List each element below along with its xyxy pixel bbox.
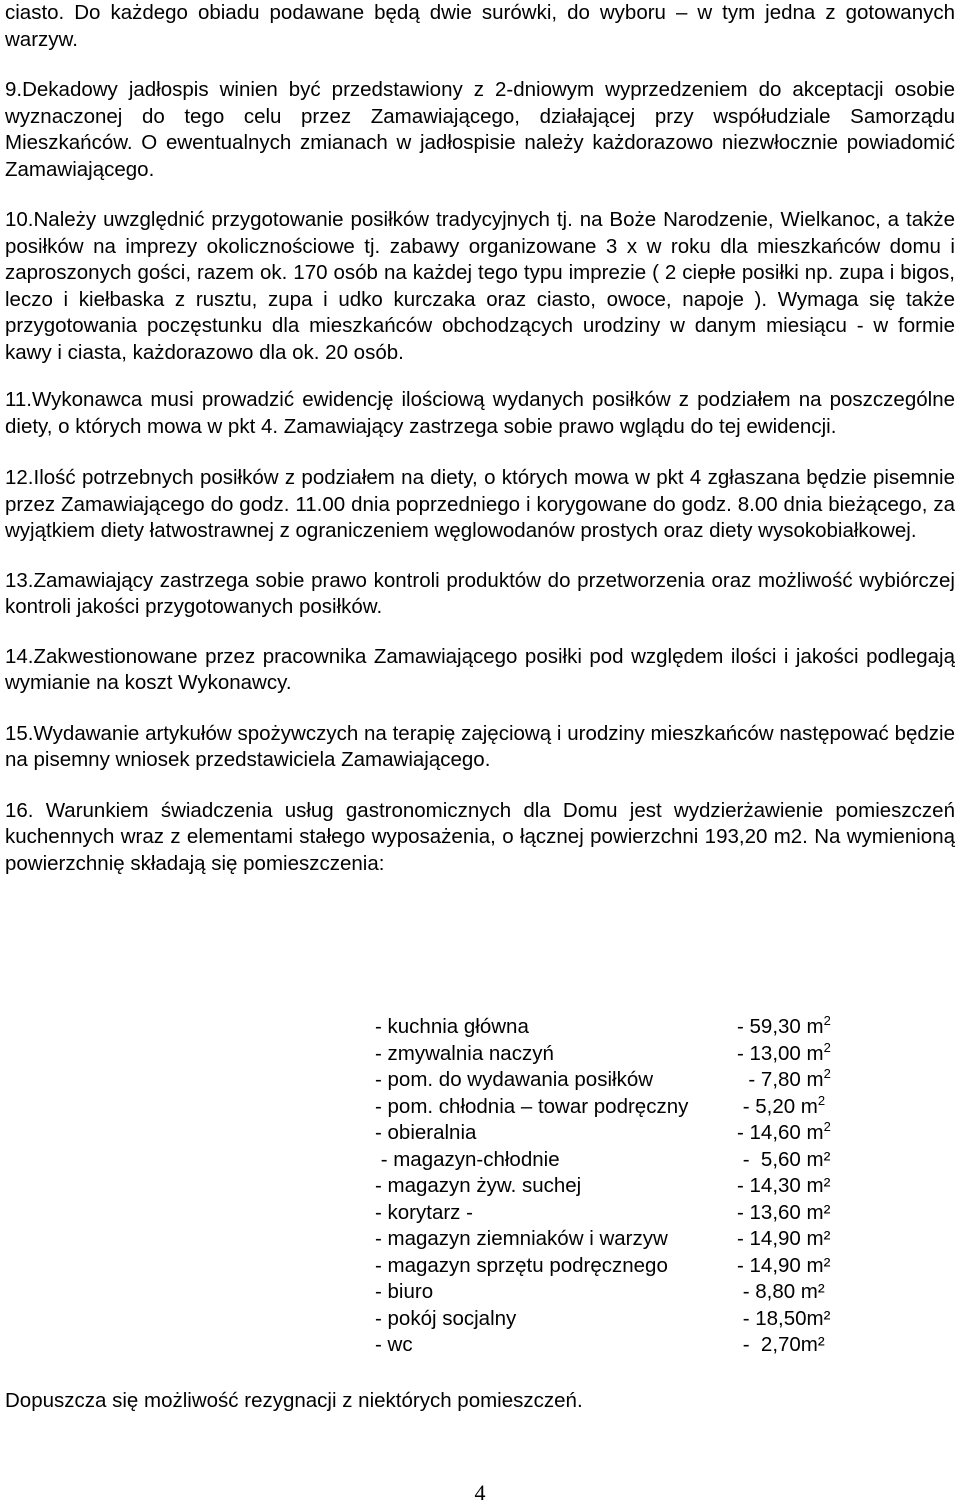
room-area: [737, 1094, 825, 1121]
room-area: [737, 1253, 830, 1280]
paragraph-9: 9.Dekadowy jadłospis winien być przedstawiony z 2-dniowym wyprzedzeniem do akceptacji osobie wyznaczonej do tego celu przez Zamawiającego, działającej przy współudziale Samorządu Mieszkańców. O ewentualnych zmianach w jadłospisie należy każdorazowo niezwłocznie powiadomić Zamawiającego.: [5, 78, 955, 181]
paragraph-12: 12.Ilość potrzebnych posiłków z podziałem na diety, o których mowa w pkt 4 zgłaszana będzie pisemnie przez Zamawiającego do godz. 11.00 dnia poprzedniego i korygowane do godz. 8.00 dnia bieżącego, za wyjątkiem diety łatwostrawnej z ograniczeniem węglowodanów prostych oraz diety wysokobiałkowej.: [5, 466, 955, 542]
room-name: - magazyn żyw. suchej: [375, 1174, 582, 1197]
room-area-value: - 5,20 m: [737, 1094, 818, 1118]
room-name: - zmywalnia naczyń: [375, 1041, 554, 1065]
paragraph-11: 11.Wykonawca musi prowadzić ewidencję ilościową wydanych posiłków z podziałem na poszczególne diety, o których mowa w pkt 4. Zamawiający zastrzega sobie prawo wglądu do tej ewidencji.: [5, 388, 955, 438]
paragraph-14: 14.Zakwestionowane przez pracownika Zamawiającego posiłki pod względem ilości i jakości podlegają wymianie na koszt Wykonawcy.: [5, 644, 955, 694]
room-row: [375, 1147, 875, 1174]
room-name: - magazyn sprzętu podręcznego: [375, 1253, 668, 1277]
paragraph-15: 15.Wydawanie artykułów spożywczych na terapię zajęciową i urodziny mieszkańców następować będzie na pisemny wniosek przedstawiciela Zamawiającego.: [5, 721, 955, 771]
room-row: [375, 1332, 875, 1359]
room-name: - pokój socjalny: [375, 1306, 517, 1330]
room-area: [737, 1173, 830, 1200]
room-row: [375, 1306, 875, 1333]
room-row: [375, 1200, 875, 1227]
room-area-value: - 5,60 m²: [737, 1147, 831, 1171]
document-body: [5, 0, 955, 877]
room-area-exponent: 2: [823, 1119, 831, 1134]
room-area-value: - 18,50m²: [737, 1306, 831, 1330]
room-area: [737, 1147, 830, 1174]
room-area-value: - 14,30 m²: [737, 1174, 831, 1197]
room-row: [375, 1279, 875, 1306]
room-row: [375, 1014, 875, 1041]
room-area: [737, 1041, 831, 1068]
paragraph-10: 10.Należy uwzględnić przygotowanie posiłków tradycyjnych tj. na Boże Narodzenie, Wielkanoc, a także posiłków na imprezy okolicznościowe tj. zabawy organizowane 3 x w roku dla mieszkańców domu i zaproszonych gości, razem ok. 170 osób na każdej tego typu imprezie ( 2 ciepłe posiłki np. zupa i bigos, leczo i kiełbaska z rusztu, zupa i udko kurczaka oraz ciasto, owoce, napoje ). Wymaga się także przygotowania poczęstunku dla mieszkańców obchodzących urodziny w danym miesiącu - w formie kawy i ciasta, każdorazowo dla ok. 20 osób.: [5, 208, 955, 364]
room-area-exponent: 2: [823, 1013, 831, 1028]
room-name: - obieralnia: [375, 1121, 477, 1144]
room-area-exponent: 2: [823, 1066, 831, 1081]
room-area: [737, 1226, 830, 1253]
room-area-value: - 14,90 m²: [737, 1227, 831, 1250]
room-area-value: - 14,60 m: [737, 1121, 824, 1144]
room-row: [375, 1094, 875, 1121]
room-row: [375, 1173, 875, 1200]
room-row: [375, 1041, 875, 1068]
room-row: [375, 1253, 875, 1280]
room-area: [737, 1279, 825, 1306]
room-area-exponent: 2: [823, 1039, 831, 1055]
room-row: [375, 1067, 875, 1094]
room-name: - pom. do wydawania posiłków: [375, 1068, 654, 1091]
room-name: - korytarz -: [375, 1200, 473, 1224]
footer-note: Dopuszcza się możliwość rezygnacji z niektórych pomieszczeń.: [5, 1389, 583, 1412]
room-area-value: - 2,70m²: [737, 1333, 825, 1356]
room-area: [737, 1200, 830, 1227]
paragraph-intro: ciasto. Do każdego obiadu podawane będą dwie surówki, do wyboru – w tym jedna z gotowanych warzyw.: [5, 1, 955, 51]
paragraph-16: 16. Warunkiem świadczenia usług gastronomicznych dla Domu jest wydzierżawienie pomieszczeń kuchennych wraz z elementami stałego wyposażenia, o łącznej powierzchni 193,20 m2. Na wymienioną powierzchnię składają się pomieszczenia:: [5, 798, 955, 875]
rooms-list: [375, 1014, 875, 1359]
paragraph-13: 13.Zamawiający zastrzega sobie prawo kontroli produktów do przetworzenia oraz możliwość wybiórczej kontroli jakości przygotowanych posiłków.: [5, 568, 955, 618]
room-area: [737, 1014, 831, 1041]
room-name: - pom. chłodnia – towar podręczny: [375, 1094, 689, 1118]
room-name: - kuchnia główna: [375, 1015, 529, 1038]
room-area: [737, 1332, 825, 1359]
room-area-exponent: 2: [817, 1092, 826, 1108]
room-area: [737, 1306, 830, 1333]
room-area-value: - 7,80 m: [737, 1068, 824, 1091]
room-area-value: - 13,00 m: [737, 1041, 824, 1065]
page-number: 4: [474, 1480, 486, 1505]
room-name: - magazyn-chłodnie: [375, 1147, 560, 1171]
room-name: - magazyn ziemniaków i warzyw: [375, 1227, 668, 1250]
room-area-value: - 14,90 m²: [737, 1253, 831, 1277]
room-name: - wc: [375, 1333, 413, 1356]
room-area-value: - 13,60 m²: [737, 1200, 831, 1224]
room-name: - biuro: [375, 1280, 434, 1303]
room-row: [375, 1226, 875, 1253]
room-area-value: - 59,30 m: [737, 1015, 824, 1038]
room-area: [737, 1120, 831, 1147]
room-area-value: - 8,80 m²: [737, 1280, 825, 1303]
room-area: [737, 1067, 831, 1094]
room-row: [375, 1120, 875, 1147]
